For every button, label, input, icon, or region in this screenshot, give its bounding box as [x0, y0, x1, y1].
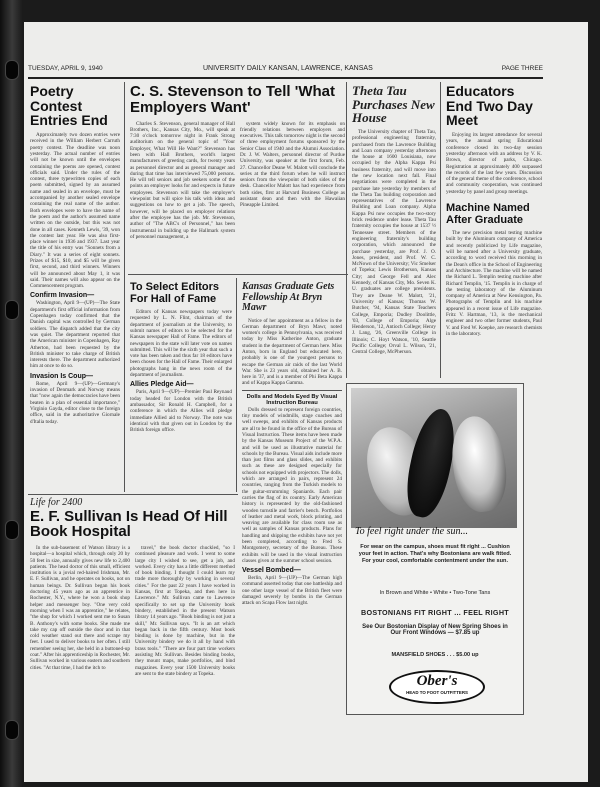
- invasion-headline: Invasion Is Coup—: [30, 372, 94, 380]
- column-rule: [236, 278, 237, 492]
- poetry-body: Approximately two dozen entries were received in the William Herbert Carruth poetry contest. The deadline was noon yesterday. The actual number of entries will not be known until the envelopes containing the poems are opened, contest officials said. Under the rules of the contest, three typewritten copies of each poem submitted, signed by an assumed name and sealed in an envelope, must be accompanied by another sealed envelope containing the real name of the author. Both envelopes were to have the name of the poem and the author's assumed name written on the outside, but this was not done in all cases. Kenneth Lewis, '39, won the contest last year. He was also first-place winner in 1936 and 1937. Last year the title of his entry was "Sonnets from a Diary." It was a series of eight sonnets. Prizes of $15, $10, and $5 will be given first, second, and third winners. Winners will be announced about May 1, it was said. Their names will also appear on the Commencement program.: [30, 132, 120, 290]
- divider: [242, 390, 342, 391]
- obers-logo: [389, 670, 485, 704]
- store-name: Ober's: [416, 673, 458, 689]
- theta-article: [352, 84, 436, 356]
- sullivan-body-col2: travel," the book doctor chuckled, "so I continued pleasure and work. I went to some large city I wished to see, get a job, and worked. Every city has a little different method of book binding. I thought I could learn my trade more thoroughly by working in several cities." For the past 22 years I have worked in Kansas, first at Topeka, and then here in Lawrence." Mr. Sullivan came to Lawrence specifically to set up the University book bindery, established in the present Watson library 14 years ago. "Book binding is not just a skill," Mr. Sullivan says. "It is an art which began back in the fifth century. Most book binding is done by machine, but in the University bindery we do it all by hand with brass tools." "There are four part time workers assisting Mr. Sullivan. Besides binding books, they mount maps, make portfolios, and bind magazines. Every year 1500 University books are sent to the state bindery at Topeka.: [135, 545, 235, 677]
- bostonians-ad: [346, 383, 524, 715]
- shoe-image: [447, 413, 512, 515]
- masthead-date: TUESDAY, APRIL 9, 1940: [28, 65, 103, 72]
- sullivan-body-col1: In the sub-basement of Watson library is a hospital—a hospital which, through only 20 by 50 feet in size, annually gives new life to 2,400 patients. The head doctor of this small, efficient institution is a jovial red-haired Irishman, Mr. E. F. Sullivan, and he operates on books, not on human beings. Dr. Sullivan began his book doctoring 45 years ago as an apprentice in Rochester, N.Y., where he won a book shop helper and messenger boy. "One very cold morning when I was an apprentice," he relates, "the shop for which I worked sent me to Susan B. Anthony's with some books. She made me take my cap off outside the door and in that cold weather stand out there and scrape my feet. I used to deliver books to her often. I still remember seeing her, she held in a buttoned-up coat." After his apprenticeship in Rochester, Mr. Sullivan worked in various eastern and southern cities. "At that time, I had the itch to: [30, 545, 131, 671]
- confirm-headline: Confirm Invasion—: [30, 292, 95, 300]
- educators-body: Enjoying its largest attendance for several years, the annual spring Educational conference closed its two-day session yesterday afternoon with an address by V. K. Brown, director of parks, Chicago. Registration at approximately 400 surpassed the records of the last few years. Discussion of the general theme of the conference, school and community cooperation, was continued yesterday by panel and group meetings.: [446, 132, 542, 195]
- vessel-body: Berlin, April 9—(UP)—The German high command asserted today that one battleship and one other large vessel of the British fleet were damaged severely by bombs in the German attack on Scapa Flow last night.: [242, 575, 342, 607]
- theta-body: The University chapter of Theta Tau, professional engineering fraternity, purchased from the Lawrence Building and Loan company yesterday afternoon the house at 1600 Louisiana, now occupied by the Alpha Kappa Psi business fraternity, and will move into the new location next fall. Final negotiations were completed in the purchase late yesterday by members of the Theta Tau building corporation and representatives of the Lawrence Building and Loan company. Alpha Kappa Psi now occupies the two-story brick residence under lease. Theta Tau fraternity occupies the house at 1537 ½ Tennessee street. Members of the engineering fraternity's building corporation, which announced the purchase yesterday, are Prof. J. O. Jones, president, and Prof. W. C. McNown of the University; Vic Smelser of Topeka; Lewis Brotherson, Kansas City; and George Fell and Alec Kennedy, of Kansas City, Mo. Seven K. U. graduates are college presidents. They are Deane W. Malott, '21, University of Kansas; Thomas W. Butcher, '94, Kansas State Teachers College, Emporia; Dudley Doolittle, '03, College of Emporia; Alge Henderson, '12, Antioch College; Henry J. Lang, '26, Greenville College in Illinois; C. Hoyt Watson, '10, Seattle Pacific College; Orval L. Wilson, '21, Central College, McPherson.: [352, 128, 436, 356]
- machine-body: The new precision metal testing machine built by the Aluminum company of America and recently publicized by Life magazine, will be named after a University graduate, according to word received this morning in the Dean's office in the School of Engineering and Architecture. The machine will be named the Richard L. Templin testing machine after Richard Templin, '15. Templin is in charge of the testing laboratory of the Aluminum company of America at New Kensington, Pa. Photographs of Templin and his machine appeared in a recent issue of Life magazine. Fritz V. Hartman, '13, is the mechanical engineer and two other former students, Paul V. and Fred W. Koepke, are research chemists in the laboratory.: [446, 230, 542, 337]
- educators-article: [446, 84, 542, 337]
- dolls-body: Dolls dressed to represent foreign countries, tiny models of windmills, stage coaches and well sweeps, and exhibits of Kansas products are all to be found in the office of the Bureau of Visual Instruction. These items have been made by the Kansas Museum Project of the W.P.A. and will be used as illustrative material for schools by the Bureau. Visual aids include more than just films and glass slides, and exhibits such as these are designed especially for schools not equipped with projectors. The dolls, which are arranged in pairs, represent 24 countries, ranging from the Turkish models to the guitar-strumming Spaniards. Each pair carries the flag of its country. Early American history is represented by the old-fashioned wooden turnstile and farrier's bench. Portfolios of leather and metal work, block printing, and weaving are available for class room use as well as samples of Kansas products. Plans for handling and shipping the exhibits have not yet been completed, according to Fred S. Montgomery, secretary of the Bureau. These exhibits will be used in the visual instruction classes given at the summer school session.: [242, 406, 342, 564]
- masthead-page: PAGE THREE: [501, 65, 543, 72]
- ad-mansfield: MANSFIELD SHOES . . . $5.00 up: [391, 652, 479, 658]
- allies-body: Paris, April 9—(UP)—Premier Paul Reynaud today headed for London with the British ambassador, Sir Ronald H. Campbell, for a conference in which the Allies will pledge immediate Allied aid to Norway. The note was identical with that given out in London by the British foreign office.: [130, 389, 232, 434]
- ad-display: See Our Bostonian Display of New Spring Shoes in Our Front Windows — $7.85 up: [362, 624, 508, 636]
- theta-headline: Theta Tau Purchases New House: [352, 83, 435, 126]
- section-rule: [128, 274, 348, 275]
- section-rule: [28, 494, 238, 495]
- ad-body: For wear on the campus, shoes must fit right ... Cushion your feet in action. That's why Bostonians are walk fitted. For your cool, comfortable contentment under the sun.: [358, 544, 512, 564]
- dolls-headline: Dolls and Models Eyed By Visual Instruction Bureau: [246, 393, 338, 406]
- editors-headline: To Select Editors For Hall of Fame: [130, 281, 220, 305]
- invasion-body: Rome, April 9—(UP)—Germany's invasion of Denmark and Norway means that "now again the democracies have been beaten in a plan of essential importance," Virginio Gayda, editor close to the foreign office, said in the authoritative Giornale d'Italia today.: [30, 380, 120, 425]
- ad-headline: To feel right under the sun...: [355, 526, 468, 537]
- machine-headline: Machine Named After Graduate: [446, 202, 530, 226]
- ad-colors: In Brown and White • White • Two-Tone Tans: [379, 590, 491, 596]
- masthead: [28, 62, 543, 76]
- stevenson-headline: C. S. Stevenson to Tell 'What Employers Want': [130, 83, 335, 116]
- store-tagline: HEAD TO FOOT OUTFITTERS: [406, 690, 468, 695]
- sullivan-kicker: Life for 2400: [30, 497, 83, 508]
- masthead-rule: [28, 77, 543, 79]
- kansas-grad-article: [242, 282, 342, 607]
- sullivan-headline: E. F. Sullivan Is Head Of Hill Book Hospital: [30, 507, 228, 541]
- editors-body: Editors of Kansas newspapers today were requested by L. N. Flint, chairman of the department of journalism at the University, to submit names of editors to be selected for the Kansas newspaper Hall of Fame. The editors of newspapers in the state will later vote on names submitted. This will be the sixth year that such a vote has been taken and thus far 18 editors have been chosen for the Hall of Fame. Their enlarged photographs hang in the news room of the department of journalism.: [130, 309, 232, 379]
- column-rule: [124, 82, 125, 492]
- kansas-grad-body: Notice of her appointment as a fellow in the German department of Bryn Mawr, noted women's college in Pennsylvania, was received today by Miss Katherine Anton, graduate student in the department of German here. Miss Anton, born in England but educated here, probably is one of the youngest persons to escape the German air raids of the last World War. She is 23 years old, obtained her A. B. here in '37, and is a member of Phi Beta Kappa and of Kappa Kappa Gamma.: [242, 317, 342, 387]
- educators-headline: Educators End Two Day Meet: [446, 83, 533, 129]
- stevenson-body-col2: system widely known for its emphasis on friendly relations between employers and executives. This talk tomorrow night is the second of three employment forums sponsored by the Senior Class of 1940 and the Alumni Association. Dr. J. W. Walters, personnel director of Purdue University, was speaker at the first forum, Feb. 27. Chancellor Deane W. Malott will conclude the series at the third forum when he will instruct seniors from the viewpoint of both sides of the desk. Chancellor Malott has had experience from both sides, first at Harvard Business College as assistant dean and then with the Hawaiian Pineapple Limited.: [240, 120, 345, 209]
- stevenson-article: [130, 84, 345, 240]
- poetry-headline: Poetry Contest Entries End: [30, 83, 108, 129]
- column-rule: [346, 82, 347, 378]
- shoes-photo: [351, 388, 517, 528]
- column-rule: [440, 82, 441, 378]
- editors-article: [130, 282, 232, 433]
- confirm-body: Washington, April 9—(UP)—The State department's first official information from Copenhagen today confirmed that the Danish capital was controlled by German soldiers. The dispatch added that the city was quiet. The department reported that the American minister in Copenhagen, Ray Atherton, had been requested by the British minister to take charge of British interests there. The department authorized him at once to do so.: [30, 300, 120, 370]
- poetry-article: [30, 84, 120, 425]
- sullivan-article: [30, 498, 235, 677]
- allies-headline: Allies Pledge Aid—: [130, 381, 194, 389]
- vessel-headline: Vessel Bombed—: [242, 567, 301, 575]
- stevenson-body-col1: Charles S. Stevenson, general manager of Hall Brothers, Inc., Kansas City, Mo., will speak at 7:30 o'clock tomorrow night in Frank Strong auditorium on the general topic of "Your Employer, What Will He Want?" Stevenson has been with Hall Brothers, world's largest manufacturers of greeting cards, for twenty years as personnel director and as general manager and during that time has interviewed 75,000 persons. He will tell seniors and job seekers some of the points an employer looks for and expects in future employees. Stevenson will take the employer's viewpoint but will spice his talk with ideas and suggestions on how to get a job. The speech, however, will be placed on employer relations after the employee has the job. Mr. Stevenson, author of "The ABC's of Personnel," has been instrumental in building up the Hallmark system of personnel management, a: [130, 120, 235, 240]
- ad-slogan: BOSTONIANS FIT RIGHT ... FEEL RIGHT: [361, 608, 509, 617]
- kansas-grad-headline: Kansas Graduate Gets Fellowship At Bryn Mawr: [242, 281, 335, 313]
- masthead-paper: UNIVERSITY DAILY KANSAN, LAWRENCE, KANSAS: [203, 65, 373, 72]
